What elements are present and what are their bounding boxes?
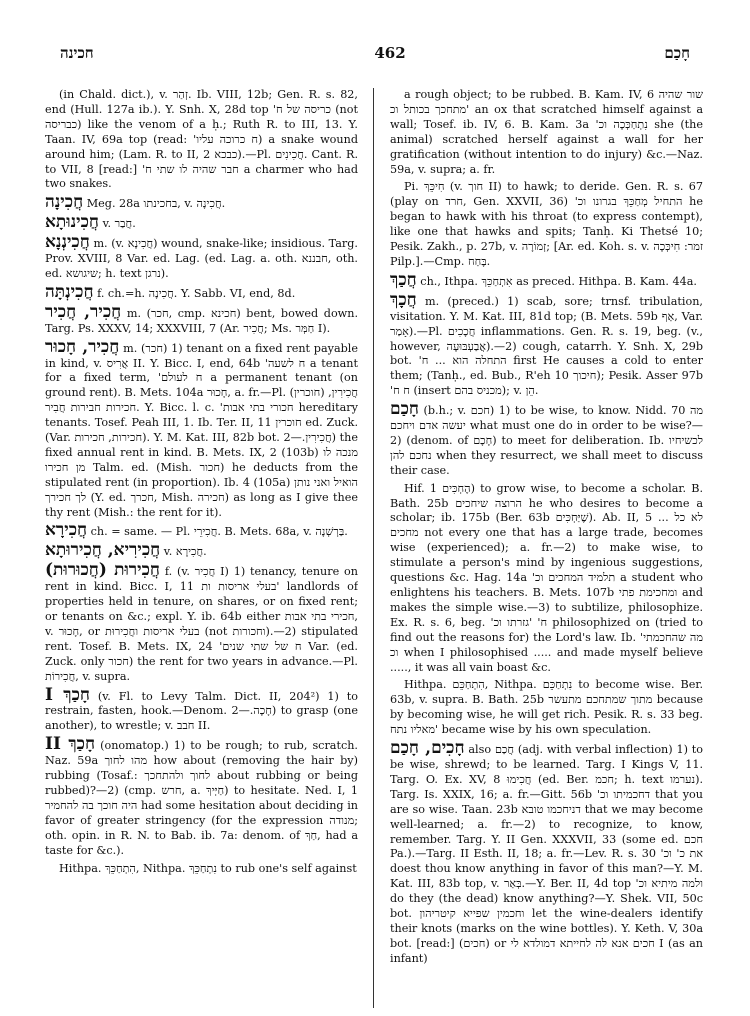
dictionary-entry: [45, 336, 358, 521]
entry-text: v. חֲכִירָא.: [163, 545, 207, 559]
entry-headword: חֲכַךְ: [390, 269, 417, 290]
entry-headword: חָכַם: [390, 399, 419, 420]
entry-text: (in Chald. dict.), v. זְהַר. Ib. VIII, 12b; Gen. R. s. 82, end (Hull. 127a ib.). Y. Snh. X, 28d top 'כריסה של ח (not כבריסה) like the venom of a ḥ.; Ruth R. to III, 13. Y. Taan. IV, 69a top (read: 'ח כרוכה עליו) a snake wound around him; (Lam. R. to II, 2 כבכא).—Pl. חֲכִינִים. Cant. R. to VII, 8 [read:] 'חבר שהיה לו שתי ח a charmer who had two snakes.: [45, 88, 358, 191]
entry-text: ch. = same. — Pl. חֲכִירֵי. B. Mets. 68a, v. בַּרְשְׁנָה.: [90, 525, 348, 539]
entry-text: Hithpa. הִתְחַכֵּךְ, Nithpa. נִתְחַכֵּךְ to rub one's self against: [59, 861, 357, 875]
entry-text: m. (חכר) 1) tenant on a fixed rent payable in kind, v. אֲרִיס II. Y. Bicc. I, end, 64b 'ח לשעה a tenant for a fixed term, 'ח לעולם a permanent tenant (on ground rent). B. Mets. 104a חָכוּר, a. fr.—Pl. חֲכִירִין, (חוכרין) חכירות חבירות חֲבִיר. Y. Bicc. l. c. 'חכורי בתי אבות hereditary tenants. Tosef. Peah III, 1. Ib. Ter. II, 11 חוכרין ed. Zuck. (Var. חכירות, חכירות). Y. M. Kat. III, 82b bot. חֲכִירִין.—2) the fixed annual rent in kind. B. Mets. IX, 2 (103b) מנכה לו מן חכירו Talm. ed. (Mish. חכור) he deducts from the stipulated rent (in proportion). Ib. 4 (105a) הואיל ואני נותן לך חכירך (Y. ed. חכרך, Mish. חכירה) as long as I give thee thy rent (Mish.: the rent for it).: [45, 341, 358, 519]
dictionary-entry: [45, 684, 358, 735]
entry-headword: I חָכַךְ: [45, 684, 90, 705]
entry-text: Hif. הֶחְכִּים 1) to grow wise, to become a scholar. B. Bath. 25b הרוצה שיחכים he who desires to become a scholar; ib. 175b (Ber. 63b שֶׁיַּחְכִּים). Ab. II, 5 ... לא כל מחכים not every one that has a large trade, becomes wise (experienced); a. fr.—2) to make wise, to stimulate a person's mind by ingenious suggestions, questions &c. Hag. 14a 'תלמיד המחכים וכ a student who enlightens his teachers. B. Mets. 107b ומחכימת פתי and makes the simple wise.—3) to subtilize, philosophize. Ex. R. s. 6, beg. 'ח' 'גזרתו וכ philosophized on (tried to find out the reasons for) the Lord's law. Ib. 'מה שהחכמתי וכ when I philosophised ..... and made myself believe ....., it was all vain boast &c.: [390, 481, 703, 674]
entry-headword: חֲכִינְנָא: [45, 232, 90, 253]
dictionary-entry: [45, 734, 358, 858]
entry-text: (v. Fl. to Levy Talm. Dict. II, 204²) 1) to restrain, fasten, hook.—Denom. חָכָה.—2) to grasp (one another), to wrestle; v. חבב II.: [45, 689, 358, 733]
entry-headword: חֲכִיר, חָכוּר: [45, 336, 120, 357]
entry-text: Pi. חִיכֵּךְ (v. חוך II) to hawk; to deride. Gen. R. s. 67 (play on חרד, Gen. XXVII, 36) 'התחיל מְחַכֵּךְ בגרונו וכ he began to hawk with his throat (to express contempt), like one that hawks and spits; Tanḥ. Ki Thetsé 10; Pesik. Zakh., p. 27b, v. זְמוֹרָה; [Ar. ed. Koh. s. v. זמר: חִיכְּכָה Pilp.].—Cmp. בָּחַח.: [390, 180, 703, 268]
entry-text: also חֲכַם (adj. with verbal inflection) 1) to be wise, shrewd; to be learned. Targ. I Kings V, 11. Targ. O. Ex. XV, 8 חֲכִימוּ (ed. Ber. חכמ; h. text נערמו). Targ. Is. XXIX, 16; a. fr.—Gitt. 56b 'דחכמיתו וכ that you are so wise. Taan. 23b דניחכמו טובא that we may become well-learned; a. fr.—2) to recognize, to know, remember. Targ. Y. II Gen. XXXVII, 33 (some ed. חכם Pa.).—Targ. II Esth. II, 18; a. fr.—Lev. R. s. 30 'את כ' וכ doest thou know anything in favor of this man?—Y. M. Kat. III, 83b top, v. בְּאַר.—Y. Ber. II, 4d top 'ולמה מיתיא וכ do they (the dead) know anything?—Y. Shek. VII, 50c bot. וחכמין שפייא קיטריהון let the wine-dealers identify their knots (marks on the wine bottles). Y. Keth. V, 30a bot. [read:] (חכים) or חכים אנא לה לחייתא דמולדא לי I (as an infant): [390, 743, 703, 965]
left-column: [45, 88, 358, 1008]
dictionary-entry: [45, 88, 358, 192]
right-running-headword: חָכַם: [664, 44, 690, 62]
dictionary-entry: [390, 289, 703, 399]
entry-headword: חֲכָךְ: [390, 289, 417, 310]
entry-headword: חֲכִיר, חֲכִיר: [45, 301, 122, 322]
dictionary-entry: [45, 540, 358, 561]
entry-headword: חֲכִירוּת (חֲכוּרוּת): [45, 560, 160, 581]
entry-headword: חֲכִירִיא, חֲכִירוּתָא: [45, 540, 161, 561]
column-divider: [373, 88, 374, 1008]
dictionary-entry: [45, 301, 358, 337]
entry-text: v. חֲבַר.: [102, 217, 136, 231]
entry-text: f. (v. חֲכִיר I) 1) tenancy, tenure on rent in kind. Bicc. I, 11 בעלי אריסות ות' landlords of properties held in tenure, on shares, or on fixed rent; or tenants on &c.; expl. Y. ib. 64b either חכירי בתי אבות, v. חָכוּר, or בעלי אריסות וחֲכִירוּת (not וחכורות).—2) stipulated rent. Tosef. B. Mets. IX, 24 'ח של שתי שנים Var. (ed. Zuck. only חכור) the rent for two years in advance.—Pl. חֲכִירוֹת, v. supra.: [45, 565, 358, 683]
entry-text: Hithpa. הִתְחַכֵּם, Nithpa. נִתְחַכֵּם to become wise. Ber. 63b, v. supra. B. Bath. 25b מתוך שמתחכם מתעשר because by becoming wise, he will get rich. Pesik. R. s. 33 beg. מאליו נתח' became wise by his own speculation.: [390, 678, 703, 737]
entry-headword: חֲכִירָא: [45, 520, 88, 541]
dictionary-entry: [390, 399, 703, 479]
dictionary-entry: [45, 560, 358, 684]
dictionary-entry: [45, 212, 358, 233]
entry-text: m. (חכר, cmp. חכינא) bent, bowed down. Targ. Ps. XXXV, 14; XXXVIII, 7 (Ar. חֲכִיר; Ms. חַמְּר I).: [45, 306, 358, 335]
page-number: 462: [374, 44, 406, 62]
dictionary-entry: [45, 192, 358, 213]
entry-text: ch., Ithpa. אִתְחַכֵּךְ as preced. Hithpa. B. Kam. 44a.: [420, 274, 697, 288]
entry-headword: חֲכִינָה: [45, 192, 84, 213]
page-header: [60, 44, 690, 66]
dictionary-entry: [45, 862, 358, 877]
entry-text: m. (preced.) 1) scab, sore; trnsf. tribulation, visitation. Y. M. Kat. III, 81d top; (B. Mets. 59b אַף, Var. אָמַר).—Pl. חֲכָכִים inflammations. Gen. R. s. 19, beg. (v., however, אֲבַעְבּוּעָה).—2) cough, catarrh. Y. Snh. X, 29b bot. 'התחלה הוא ... ח first He causes a cold to enter them; (Tanḥ., ed. Bub., R'eh 10 חיכוך); Pesik. Asser 97b 'ח ח (insert מכניס בהם); v. הֵן.: [390, 294, 703, 398]
dictionary-entry: [45, 232, 358, 282]
entry-text: (b.h.; v. חכם) 1) to be wise, to know. Nidd. 70 מה יעשה אדם ויחכם what must one do in order to be wise?—2) (denom. of חָכָם) to meet for deliberation. Ib. לכשיחיו נחכם להן when they resurrect, we shall meet to discuss their case.: [390, 404, 703, 477]
left-running-headword: חכינה: [60, 44, 94, 62]
dictionary-entry: [390, 180, 703, 269]
entry-text: f. ch.=h. חֲכִינָה. Y. Sabb. VI, end, 8d.: [97, 286, 296, 300]
entry-headword: II חָכַךְ: [45, 734, 96, 755]
entry-headword: חֲכִינְתָּה: [45, 281, 94, 302]
dictionary-entry: [390, 88, 703, 177]
entry-text: a rough object; to be rubbed. B. Kam. IV, 6 שור שהיה 'מתחכך בכותל וכ an ox that scratched himself against a wall; Tosef. ib. IV, 6. B. Kam. 3a 'נִתְחַכְּכָה וכ she (the animal) scratched herself against a wall for her gratification (without intention to do injury) &c.—Naz. 59a, v. supra; a. fr.: [390, 88, 703, 176]
entry-text: m. (v. חֲכִינָא) wound, snake-like; insidious. Targ. Prov. XVIII, 8 Var. ed. Lag. (ed. Lag. a. oth. חבננא, oth. ed. שיגושא; h. text נרגן).: [45, 237, 358, 280]
dictionary-entry: [390, 482, 703, 676]
dictionary-entry: [390, 738, 703, 967]
entry-headword: חֲכִינוּתָא: [45, 212, 99, 233]
dictionary-entry: [45, 520, 358, 541]
entry-text: Meg. 28a בחכינתו, v. חֲכִינָה.: [86, 197, 226, 211]
dictionary-entry: [390, 269, 703, 290]
entry-headword: חָכִים, חָכַם: [390, 738, 465, 759]
entry-text: (onomatop.) 1) to be rough; to rub, scratch. Naz. 59a מהו לחוך how about (removing the hair by) rubbing (Tosaf.: לחוך ולהתחכך about rubbing or being rubbed)?—2) (cmp. חרש, a. חַיְּיךְ) to hesitate. Ned. I, 1 היה חוכך בה להחמיר had some hesitation about deciding in favor of greater stringency (for the expression מנודה; oth. opin. in R. N. to Bab. ib. 7a: denom. of חַךְ, had a taste for &c.).: [45, 739, 358, 857]
dictionary-entry: [45, 281, 358, 302]
right-column: [390, 88, 703, 1008]
dictionary-entry: [390, 678, 703, 738]
